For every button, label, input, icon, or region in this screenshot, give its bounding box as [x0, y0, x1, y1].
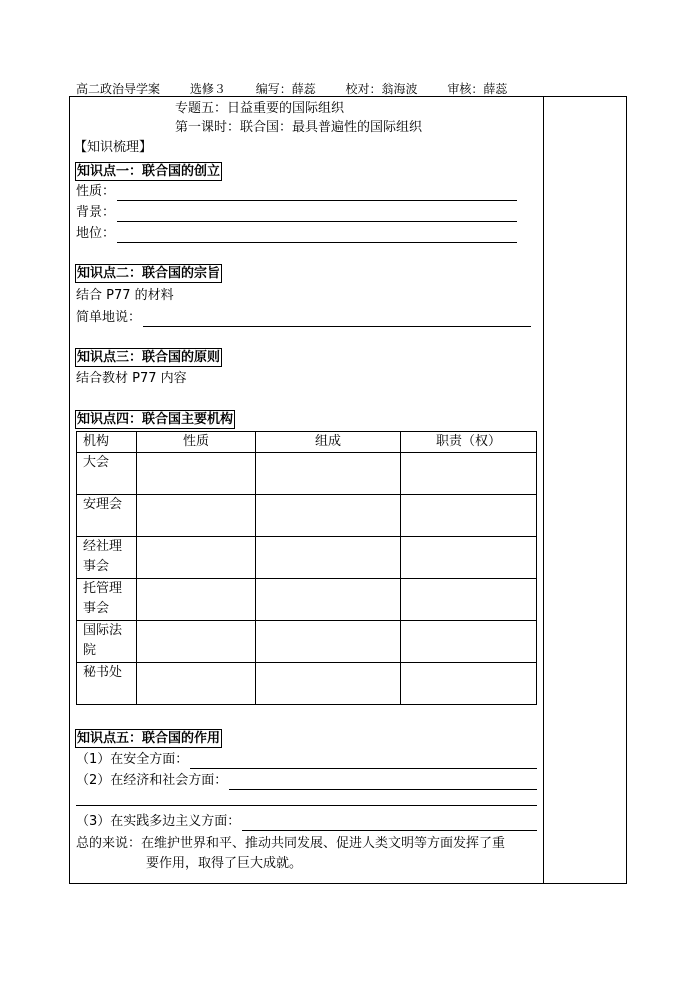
- table-header-row: [77, 432, 537, 453]
- table-row: [77, 579, 537, 621]
- document-header: [76, 80, 533, 97]
- kp5-multilateral-field[interactable]: [76, 813, 537, 831]
- organs-table: [76, 431, 537, 705]
- table-cell[interactable]: [401, 663, 537, 705]
- author: 编写：薛蕊: [255, 82, 316, 96]
- table-cell[interactable]: [137, 579, 256, 621]
- lesson-title: 第一课时：联合国：最具普遍性的国际组织: [175, 120, 423, 135]
- table-cell[interactable]: [256, 663, 401, 705]
- table-cell[interactable]: [137, 537, 256, 579]
- organ-name: 国际法院: [77, 621, 137, 663]
- section-heading: 【知识梳理】: [74, 140, 153, 155]
- table-row: [77, 537, 537, 579]
- topic-title: 专题五：日益重要的国际组织: [175, 101, 345, 116]
- table-cell[interactable]: [401, 579, 537, 621]
- notes-column-divider: [543, 96, 544, 884]
- organ-name: 托管理事会: [77, 579, 137, 621]
- kp2-purpose-field[interactable]: [76, 309, 531, 327]
- organ-name: 秘书处: [77, 663, 137, 705]
- kp2-note: 结合 P77 的材料: [76, 288, 174, 303]
- summary-line-2: 要作用，取得了巨大成就。: [146, 856, 303, 871]
- kp1-background-field[interactable]: [76, 204, 517, 222]
- kp5-economy-label: （2）在经济和社会方面：: [76, 773, 228, 788]
- table-cell[interactable]: [256, 621, 401, 663]
- column-header: 组成: [256, 432, 401, 453]
- table-cell[interactable]: [401, 495, 537, 537]
- kp3-note: 结合教材 P77 内容: [76, 371, 187, 386]
- kp1-status-label: 地位：: [76, 226, 116, 241]
- column-header: 职责（权）: [401, 432, 537, 453]
- kp5-multilateral-label: （3）在实践多边主义方面：: [76, 814, 241, 829]
- table-row: [77, 621, 537, 663]
- table-cell[interactable]: [256, 453, 401, 495]
- table-cell[interactable]: [137, 495, 256, 537]
- organ-name: 安理会: [77, 495, 137, 537]
- kp5-heading: 知识点五：联合国的作用: [77, 731, 221, 746]
- kp1-nature-label: 性质：: [76, 184, 116, 199]
- kp1-status-field[interactable]: [76, 225, 517, 243]
- kp4-heading: 知识点四：联合国主要机构: [77, 412, 234, 427]
- kp2-heading: 知识点二：联合国的宗旨: [77, 266, 221, 281]
- reviewer: 审核：薛蕊: [447, 82, 508, 96]
- course-name: 高二政治导学案: [76, 82, 161, 96]
- checker: 校对：翁海波: [345, 82, 418, 96]
- table-cell[interactable]: [401, 537, 537, 579]
- table-cell[interactable]: [137, 453, 256, 495]
- kp1-background-label: 背景：: [76, 205, 116, 220]
- summary-line-1: 总的来说：在维护世界和平、推动共同发展、促进人类文明等方面发挥了重: [76, 836, 506, 851]
- table-cell[interactable]: [256, 579, 401, 621]
- organ-name: 大会: [77, 453, 137, 495]
- table-cell[interactable]: [401, 453, 537, 495]
- table-row: [77, 495, 537, 537]
- kp5-blank-line[interactable]: [76, 805, 537, 806]
- table-cell[interactable]: [401, 621, 537, 663]
- table-row: [77, 663, 537, 705]
- module-name: 选修３: [189, 82, 226, 96]
- kp1-heading: 知识点一：联合国的创立: [77, 164, 221, 179]
- organ-name: 经社理事会: [77, 537, 137, 579]
- table-row: [77, 453, 537, 495]
- table-cell[interactable]: [256, 495, 401, 537]
- table-cell[interactable]: [256, 537, 401, 579]
- kp5-security-label: （1）在安全方面：: [76, 752, 189, 767]
- kp5-summary: [76, 834, 538, 874]
- column-header: 性质: [137, 432, 256, 453]
- kp2-purpose-label: 简单地说：: [76, 310, 142, 325]
- kp5-economy-field[interactable]: [76, 772, 537, 790]
- kp3-heading: 知识点三：联合国的原则: [77, 350, 221, 365]
- kp5-security-field[interactable]: [76, 751, 537, 769]
- kp1-nature-field[interactable]: [76, 183, 517, 201]
- table-cell[interactable]: [137, 663, 256, 705]
- column-header: 机构: [77, 432, 137, 453]
- table-cell[interactable]: [137, 621, 256, 663]
